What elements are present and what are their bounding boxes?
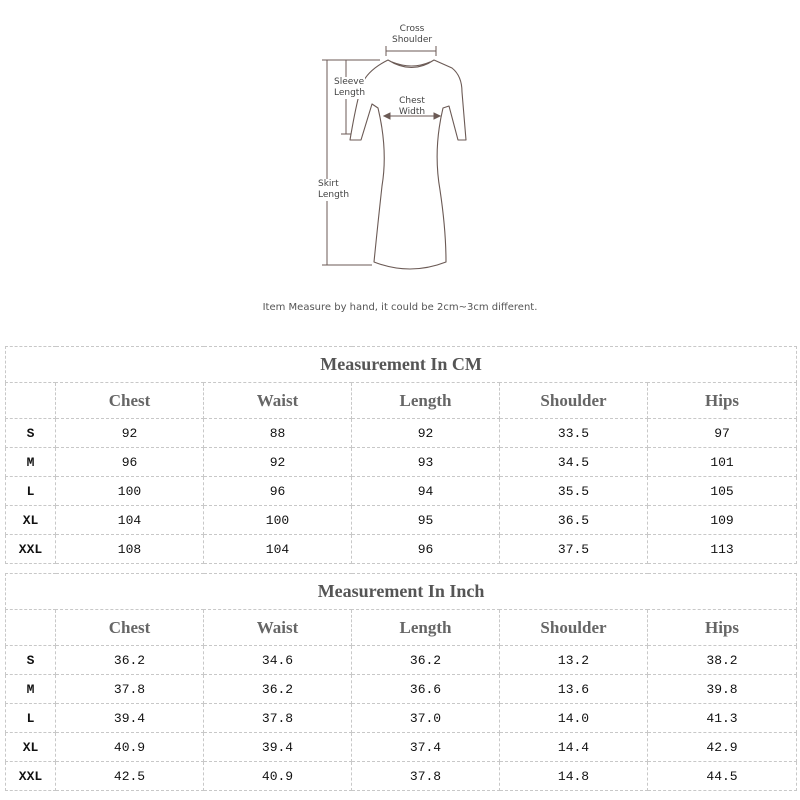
- sleeve-length-label: [334, 77, 365, 99]
- table-cell: 40.9: [204, 762, 352, 791]
- table-cell: 14.4: [500, 733, 648, 762]
- size-label: L: [6, 704, 56, 733]
- column-header: Chest: [56, 610, 204, 646]
- skirt-length-label-line1: Skirt: [318, 179, 339, 189]
- column-header: Chest: [56, 383, 204, 419]
- table-cell: 96: [204, 477, 352, 506]
- table-cell: 14.8: [500, 762, 648, 791]
- cross-shoulder-label-line2: Shoulder: [392, 35, 433, 45]
- table-row: [6, 704, 797, 733]
- table-title: Measurement In CM: [6, 347, 797, 383]
- size-label: XXL: [6, 762, 56, 791]
- table-cell: 38.2: [648, 646, 797, 675]
- table-cell: 34.5: [500, 448, 648, 477]
- table-cell: 36.2: [204, 675, 352, 704]
- table-cell: 104: [56, 506, 204, 535]
- dress-outline-illustration: [0, 0, 800, 320]
- size-label: S: [6, 419, 56, 448]
- column-header: Shoulder: [500, 383, 648, 419]
- size-label: XL: [6, 506, 56, 535]
- table-cell: 39.4: [56, 704, 204, 733]
- table-cell: 97: [648, 419, 797, 448]
- table-row: [6, 419, 797, 448]
- table-cell: 34.6: [204, 646, 352, 675]
- table-row: [6, 733, 797, 762]
- table-cell: 94: [352, 477, 500, 506]
- chest-width-label: [398, 96, 426, 118]
- skirt-length-label-line2: Length: [318, 190, 350, 200]
- table-cell: 101: [648, 448, 797, 477]
- table-row: [6, 646, 797, 675]
- table-cell: 100: [56, 477, 204, 506]
- corner-cell: [6, 383, 56, 419]
- sleeve-length-label-line1: Sleeve: [334, 77, 365, 87]
- column-header-row: [6, 383, 797, 419]
- table-cell: 42.5: [56, 762, 204, 791]
- column-header-row: [6, 610, 797, 646]
- table-cell: 33.5: [500, 419, 648, 448]
- table-cell: 37.0: [352, 704, 500, 733]
- table-row: [6, 448, 797, 477]
- table-cell: 39.4: [204, 733, 352, 762]
- sleeve-length-label-line2: Length: [334, 88, 366, 98]
- column-header: Waist: [204, 610, 352, 646]
- table-cell: 92: [204, 448, 352, 477]
- table-cell: 39.8: [648, 675, 797, 704]
- table-cell: 104: [204, 535, 352, 564]
- size-table-inch: [5, 573, 797, 791]
- table-cell: 96: [352, 535, 500, 564]
- table-cell: 108: [56, 535, 204, 564]
- dress-diagram: [0, 0, 800, 320]
- table-row: [6, 477, 797, 506]
- table-cell: 37.4: [352, 733, 500, 762]
- size-label: M: [6, 448, 56, 477]
- column-header: Waist: [204, 383, 352, 419]
- size-label: XXL: [6, 535, 56, 564]
- table-title: Measurement In Inch: [6, 574, 797, 610]
- table-cell: 35.5: [500, 477, 648, 506]
- chest-width-label-line1: Chest: [399, 96, 425, 106]
- table-cell: 36.5: [500, 506, 648, 535]
- table-cell: 44.5: [648, 762, 797, 791]
- table-cell: 37.8: [352, 762, 500, 791]
- table-cell: 40.9: [56, 733, 204, 762]
- size-label: XL: [6, 733, 56, 762]
- measure-note: Item Measure by hand, it could be 2cm~3cm different.: [262, 302, 538, 313]
- column-header: Length: [352, 383, 500, 419]
- table-cell: 37.8: [56, 675, 204, 704]
- table-title-row: [6, 574, 797, 610]
- table-cell: 109: [648, 506, 797, 535]
- table-row: [6, 675, 797, 704]
- size-label: M: [6, 675, 56, 704]
- corner-cell: [6, 610, 56, 646]
- table-cell: 92: [352, 419, 500, 448]
- column-header: Shoulder: [500, 610, 648, 646]
- table-cell: 96: [56, 448, 204, 477]
- size-label: L: [6, 477, 56, 506]
- table-cell: 36.2: [56, 646, 204, 675]
- table-cell: 36.2: [352, 646, 500, 675]
- table-cell: 113: [648, 535, 797, 564]
- table-cell: 37.5: [500, 535, 648, 564]
- table-row: [6, 762, 797, 791]
- table-cell: 42.9: [648, 733, 797, 762]
- table-cell: 36.6: [352, 675, 500, 704]
- table-cell: 13.2: [500, 646, 648, 675]
- column-header: Hips: [648, 383, 797, 419]
- column-header: Length: [352, 610, 500, 646]
- table-cell: 14.0: [500, 704, 648, 733]
- table-title-row: [6, 347, 797, 383]
- table-cell: 92: [56, 419, 204, 448]
- table-cell: 100: [204, 506, 352, 535]
- size-table-cm: [5, 346, 797, 564]
- table-cell: 37.8: [204, 704, 352, 733]
- skirt-length-label: [318, 179, 349, 201]
- table-cell: 13.6: [500, 675, 648, 704]
- column-header: Hips: [648, 610, 797, 646]
- cross-shoulder-label-line1: Cross: [399, 24, 425, 34]
- table-cell: 41.3: [648, 704, 797, 733]
- cross-shoulder-label: [392, 24, 432, 46]
- table-cell: 105: [648, 477, 797, 506]
- size-label: S: [6, 646, 56, 675]
- table-row: [6, 506, 797, 535]
- table-cell: 88: [204, 419, 352, 448]
- chest-width-label-line2: Width: [398, 107, 426, 117]
- table-cell: 93: [352, 448, 500, 477]
- table-cell: 95: [352, 506, 500, 535]
- table-row: [6, 535, 797, 564]
